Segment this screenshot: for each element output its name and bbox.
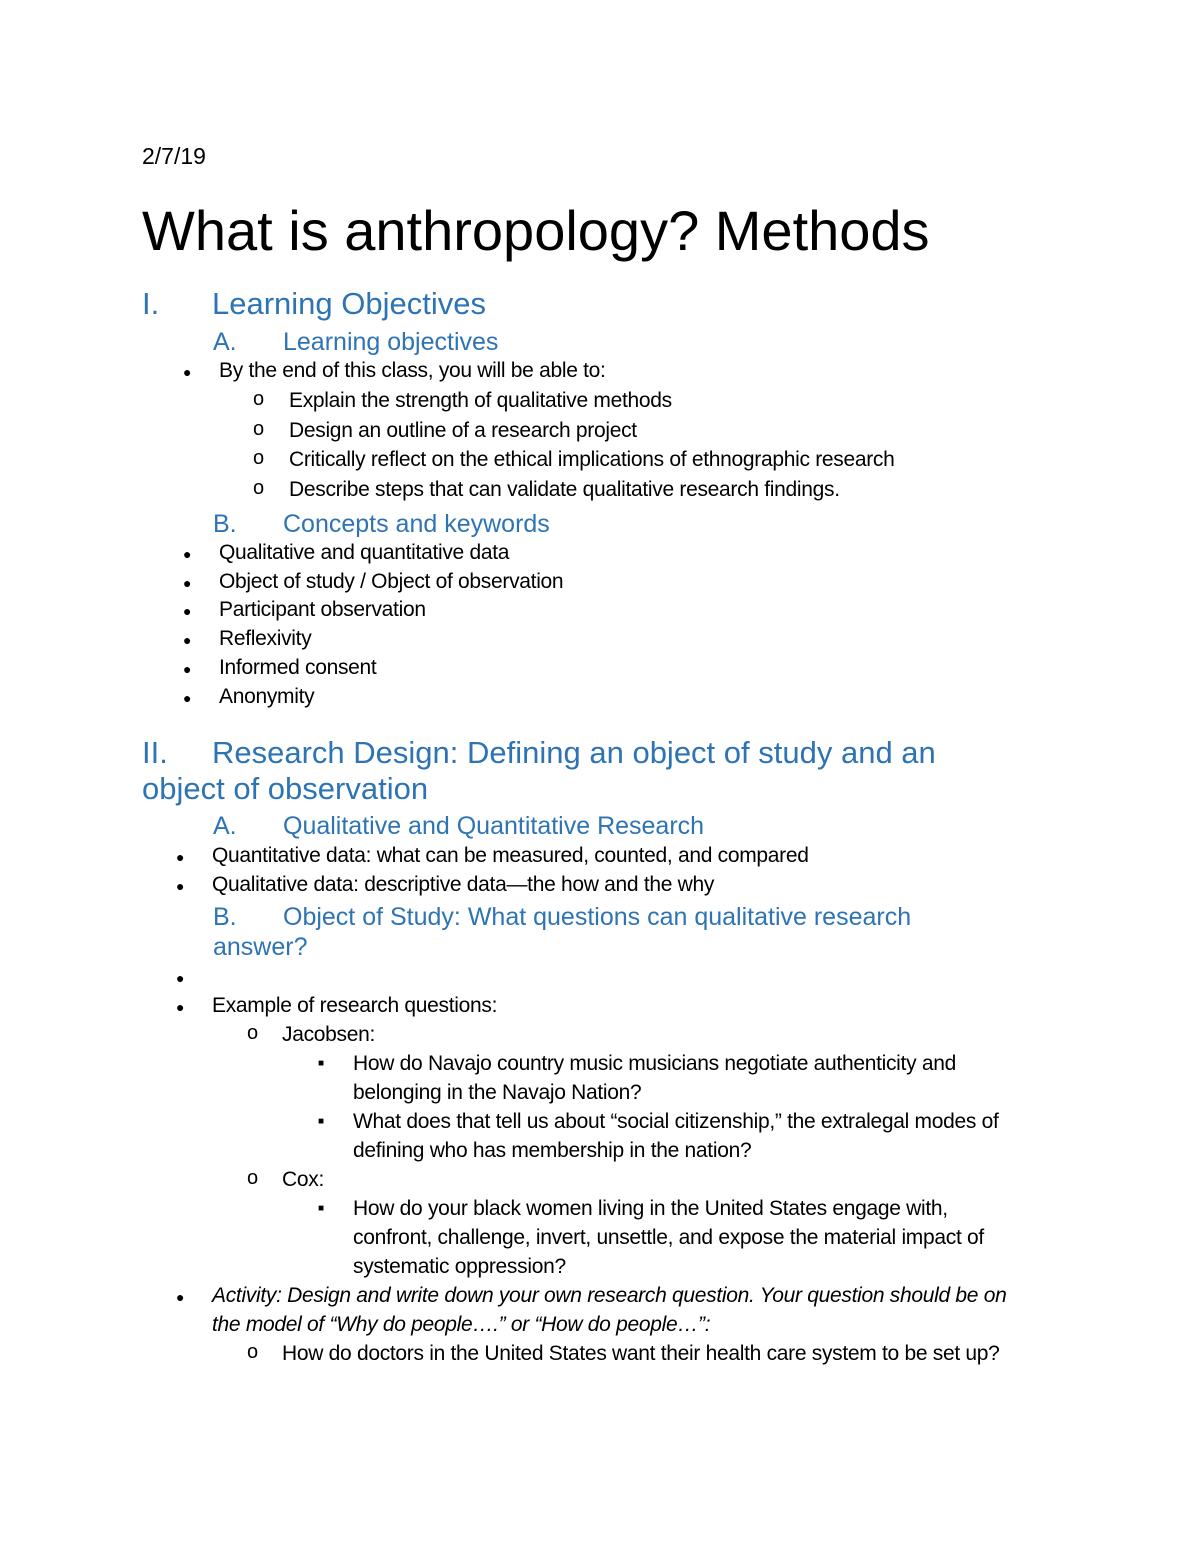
section-2a-letter: A.	[213, 812, 237, 840]
bullet-icon: ●	[183, 690, 192, 706]
activity-line2: the model of “Why do people….” or “How do people…”:	[212, 1313, 711, 1336]
section-2b-title-line1: Object of Study: What questions can qualitative research	[283, 903, 912, 931]
section-1-heading	[142, 286, 486, 322]
circle-bullet-icon: o	[247, 1341, 259, 1363]
section-2-title-line2: object of observation	[142, 771, 429, 806]
data-type-item: Qualitative data: descriptive data—the how and the why	[212, 873, 715, 896]
square-bullet-icon: ■	[318, 1116, 325, 1127]
section-2-number: II.	[142, 735, 168, 770]
section-1-title: Learning Objectives	[212, 286, 486, 321]
square-bullet-icon: ■	[318, 1203, 325, 1214]
jacobsen-question-2-line1: What does that tell us about “social citizenship,” the extralegal modes of	[353, 1110, 999, 1133]
objective-item: Critically reflect on the ethical implications of ethnographic research	[289, 448, 895, 471]
activity-line1: Activity: Design and write down your own research question. Your question should be on	[212, 1284, 1007, 1307]
bullet-icon: ●	[183, 632, 192, 648]
cox-question-line3: systematic oppression?	[353, 1255, 566, 1278]
document-date: 2/7/19	[142, 143, 206, 169]
section-2a-title: Qualitative and Quantitative Research	[283, 812, 705, 840]
examples-label: Example of research questions:	[212, 994, 498, 1017]
bullet-icon: ●	[183, 603, 192, 619]
circle-bullet-icon: o	[247, 1167, 259, 1189]
keyword-item: Participant observation	[219, 598, 426, 621]
section-2b-heading	[213, 902, 912, 932]
circle-bullet-icon: o	[247, 1022, 259, 1044]
jacobsen-question-1-line2: belonging in the Navajo Nation?	[353, 1081, 642, 1104]
circle-bullet-icon: o	[253, 388, 265, 410]
cox-label: Cox:	[282, 1168, 324, 1191]
section-1a-letter: A.	[213, 328, 237, 356]
jacobsen-question-2-line2: defining who has membership in the nation?	[353, 1139, 752, 1162]
section-1a-heading	[213, 327, 499, 357]
bullet-icon: ●	[183, 546, 192, 562]
bullet-icon: ●	[176, 999, 185, 1015]
circle-bullet-icon: o	[253, 477, 265, 499]
cox-question-line2: confront, challenge, invert, unsettle, and expose the material impact of	[353, 1226, 984, 1249]
activity-answer: How do doctors in the United States want their health care system to be set up?	[282, 1342, 1000, 1365]
bullet-icon: ●	[183, 575, 192, 591]
objective-item: Explain the strength of qualitative methods	[289, 389, 672, 412]
section-2-title-line1: Research Design: Defining an object of study and an	[212, 735, 936, 770]
section-1b-heading	[213, 509, 550, 539]
bullet-icon: ●	[176, 1289, 185, 1305]
document-title: What is anthropology? Methods	[142, 199, 930, 262]
objective-item: Design an outline of a research project	[289, 419, 637, 442]
jacobsen-label: Jacobsen:	[282, 1023, 376, 1046]
bullet-icon: ●	[183, 364, 192, 380]
circle-bullet-icon: o	[253, 447, 265, 469]
keyword-item: Reflexivity	[219, 627, 312, 650]
section-1b-title: Concepts and keywords	[283, 510, 550, 538]
bullet-icon: ●	[176, 849, 185, 865]
square-bullet-icon: ■	[318, 1058, 325, 1069]
keyword-item: Object of study / Object of observation	[219, 570, 564, 593]
circle-bullet-icon: o	[253, 418, 265, 440]
data-type-item: Quantitative data: what can be measured, counted, and compared	[212, 844, 809, 867]
section-2-heading	[142, 735, 936, 771]
keyword-item: Qualitative and quantitative data	[219, 541, 510, 564]
section-2b-letter: B.	[213, 903, 237, 931]
cox-question-line1: How do your black women living in the United States engage with,	[353, 1197, 948, 1220]
objective-item: Describe steps that can validate qualitative research findings.	[289, 478, 840, 501]
section-1a-title: Learning objectives	[283, 328, 499, 356]
section-1-number: I.	[142, 286, 160, 321]
bullet-icon: ●	[176, 878, 185, 894]
bullet-icon: ●	[176, 970, 185, 986]
objectives-intro: By the end of this class, you will be able to:	[219, 359, 606, 382]
keyword-item: Informed consent	[219, 656, 377, 679]
section-1b-letter: B.	[213, 510, 237, 538]
keyword-item: Anonymity	[219, 685, 315, 708]
bullet-icon: ●	[183, 661, 192, 677]
jacobsen-question-1-line1: How do Navajo country music musicians negotiate authenticity and	[353, 1052, 956, 1075]
section-2b-title-line2: answer?	[213, 933, 308, 961]
section-2a-heading	[213, 811, 705, 841]
